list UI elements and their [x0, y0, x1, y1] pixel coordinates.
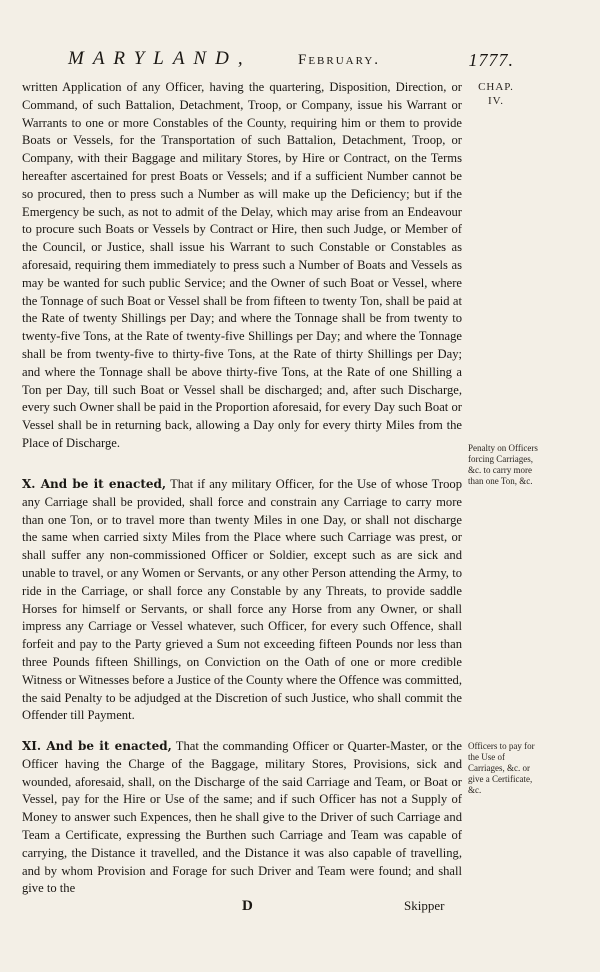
section-x-text	[22, 476, 462, 725]
chapter-marker: CHAP. IV.	[478, 81, 514, 107]
running-header	[56, 48, 514, 76]
section-x-body: That if any military Officer, for the Use of whose Troop any Carriage shall be provided, shall force and constrain any Carriage to carry more than one Ton, or to travel more than twenty Miles in one Day, or shall not discharge the same when carried sixty Miles from the Place where such Carriage was prest, or shall suffer any non-commissioned Officer or Soldier, except such as are sick and unable to travel, or any Women or Servants, or any other Person attending the Army, to ride in the Carriage, or shall force any Constable by any Threats, to provide saddle Horses for himself or Servants, or shall force any Horse from any Owner, or shall impress any Carriage or Vessel whatever, such Officer, for every such Offence, shall forfeit and pay to the Party grieved a Sum not exceeding fifteen Pounds nor less than three Pounds fifteen Shillings, on Conviction on the Oath of one or more credible Witness or Witnesses before a Justice of the County where the Offence was committed, the said Penalty to be adjudged at the Discretion of such Justice, who shall commit the Offender till Payment.	[22, 477, 462, 723]
header-month: February.	[298, 52, 381, 68]
margin-note-penalty: Penalty on Officers forcing Carriages, &c. to carry more than one Ton, &c.	[468, 443, 538, 486]
header-year: 1777.	[468, 50, 514, 70]
signature-mark: D	[242, 898, 253, 914]
section-xi-body: That the commanding Officer or Quarter-Master, or the Officer having the Charge of the Baggage, military Stores, Provisions, sick and wounded, aforesaid, shall, on the Discharge of the said Carriage and Team, or Boat or Vessel, pay for the Hire or Use of the same; and if such Officer has not a Supply of Money to answer such Expences, then he shall give to the Driver of such Carriage and Team a Certificate, expressing the Burthen such Carriage and Team was capable of carrying, the Distance it travelled, and the Distance it was also capable of travelling, and by whom Provision and Forage for such Driver and Team were found; and shall give to the	[22, 739, 462, 896]
body-paragraph-continued	[22, 79, 462, 453]
header-state: MARYLAND,	[68, 48, 252, 69]
section-xi-text	[22, 738, 462, 898]
section-x	[22, 476, 462, 725]
section-x-lead: X. And be it enacted,	[22, 477, 167, 491]
paragraph-text: written Application of any Officer, having the quartering, Disposition, Direction, or Command, of such Battalion, Detachment, Troop, or Company, issue his Warrant or Warrants to one or more Constables of the County, requiring him or them to provide Boats or Vessels, for the Transportation of such Battalion, Detachment, Troop, or Company, with their Baggage and military Stores, by Hire or Contract, on the Terms hereafter ascertained for prest Boats or Vessels; and if a sufficient Number cannot be so procured, then to press such a Number as will make up the Deficiency; but if the Emergency be such, as not to admit of the Delay, which may arise from an Endeavour to procure such Boats or Vessels by Contract or Hire, then such Judge, or Member of the Council, or Justice, shall issue his Warrant to such Constable or Constables as aforesaid, requiring them immediately to press such a Number of Boats and Vessels as may be wanted for such public Service; and the Owner of such Boat or Vessel, where the Tonnage of such Boat or Vessel shall be from fifteen to twenty Ton, shall be paid at the Rate of twenty Shillings per Day; and where the Tonnage shall be from twenty to twenty-five Tons, at the Rate of twenty-five Shillings per Day; and where the Tonnage shall be from twenty-five to thirty-five Tons, at the Rate of thirty Shillings per Day; and where the Tonnage shall be above thirty-five Tons, at the Rate of one Shilling a Ton per Day, till such Boat or Vessel shall be discharged; and, after such Discharge, every such Owner shall be paid in the Proportion aforesaid, for every Day such Boat or Vessel shall be in returning back, allowing a Day only for every thirty Miles from the Place of Discharge.	[22, 80, 462, 450]
margin-note-officers-pay: Officers to pay for the Use of Carriages, &c. or give a Certificate, &c.	[468, 741, 535, 795]
catchword: Skipper	[404, 898, 445, 913]
section-xi	[22, 738, 462, 898]
section-xi-lead: XI. And be it enacted,	[22, 739, 172, 753]
